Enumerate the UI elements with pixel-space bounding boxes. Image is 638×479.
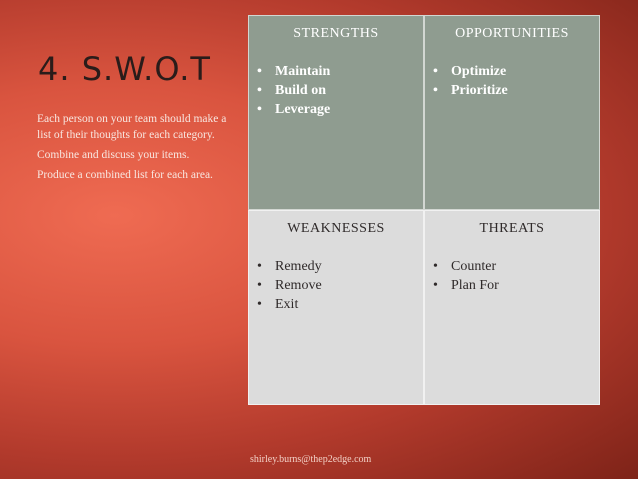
strengths-cell: [248, 15, 424, 210]
instruction-line: Each person on your team should make a list of their thoughts for each category.: [37, 113, 227, 141]
list-item: • Optimize: [433, 62, 591, 81]
list-item: • Counter: [433, 257, 591, 276]
instruction-line: Combine and discuss your items.: [37, 149, 190, 161]
weaknesses-cell: [248, 210, 424, 405]
weaknesses-heading: WEAKNESSES: [287, 221, 385, 236]
strengths-heading: STRENGTHS: [293, 26, 379, 41]
list-item: • Leverage: [257, 100, 415, 119]
swot-table: [248, 15, 600, 405]
weaknesses-list: [257, 257, 415, 314]
opportunities-list: [433, 62, 591, 100]
slide-title: 4. S.W.O.T: [38, 50, 211, 88]
list-item: • Plan For: [433, 276, 591, 295]
list-item: • Maintain: [257, 62, 415, 81]
list-item: • Build on: [257, 81, 415, 100]
footer-email: shirley.burns@thep2edge.com: [250, 454, 372, 465]
threats-list: [433, 257, 591, 295]
threats-cell: [424, 210, 600, 405]
list-item: • Exit: [257, 295, 415, 314]
opportunities-cell: [424, 15, 600, 210]
instructions-text: [37, 111, 235, 187]
instruction-line: Produce a combined list for each area.: [37, 169, 213, 181]
strengths-list: [257, 62, 415, 119]
opportunities-heading: OPPORTUNITIES: [455, 26, 569, 41]
threats-heading: THREATS: [479, 221, 545, 236]
list-item: • Remove: [257, 276, 415, 295]
list-item: • Remedy: [257, 257, 415, 276]
list-item: • Prioritize: [433, 81, 591, 100]
